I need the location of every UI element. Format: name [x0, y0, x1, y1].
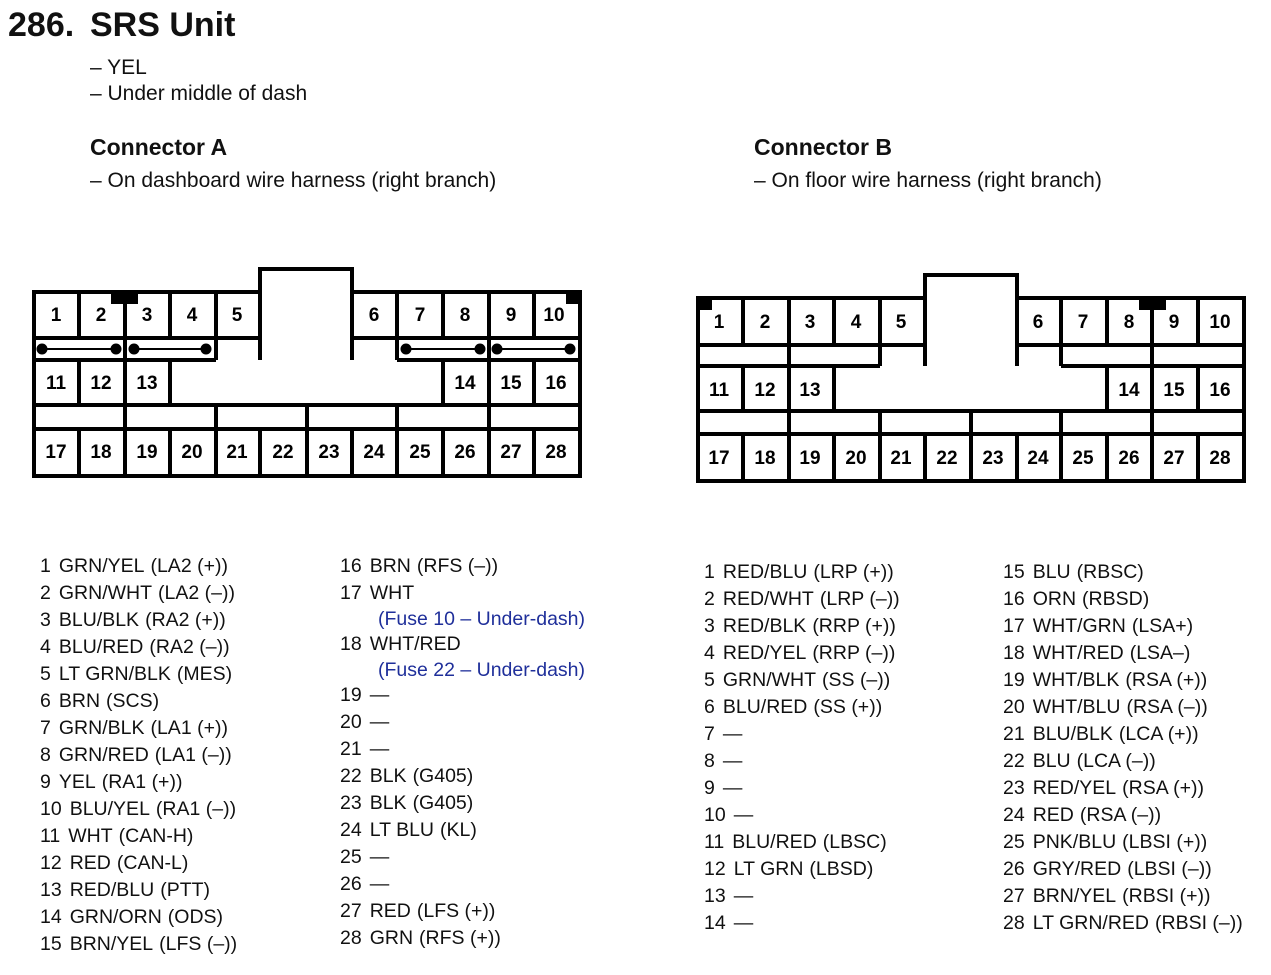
- wire-color: —: [369, 846, 390, 868]
- pin-number: 12: [40, 852, 62, 874]
- wire-color: —: [369, 684, 390, 706]
- pin-entry: [704, 613, 900, 640]
- connector-b-pin: 11: [708, 380, 730, 401]
- pin-number: 14: [40, 906, 62, 928]
- pin-number: 26: [340, 873, 362, 895]
- pin-entry: [40, 580, 237, 607]
- pin-function: (LFS (–)): [159, 933, 238, 955]
- pin-number: 4: [704, 642, 715, 664]
- pin-number: 21: [1003, 723, 1025, 745]
- wire-color: BLK: [369, 765, 407, 787]
- connector-a-pin: 21: [226, 442, 248, 463]
- pin-number: 13: [40, 879, 62, 901]
- pin-function: (RA2 (–)): [149, 636, 230, 658]
- pin-number: 24: [340, 819, 362, 841]
- connector-b-pin: 19: [799, 448, 821, 469]
- pin-number: 19: [1003, 669, 1025, 691]
- wire-color: BLK: [369, 792, 407, 814]
- pin-entry: [1003, 613, 1243, 640]
- pin-number: 23: [1003, 777, 1025, 799]
- pin-number: 22: [340, 765, 362, 787]
- pin-entry: [1003, 640, 1243, 667]
- wire-color: BLU/YEL: [69, 798, 150, 820]
- pin-number: 8: [40, 744, 51, 766]
- connector-a-pin: 23: [318, 442, 340, 463]
- connector-a-title: Connector A: [90, 134, 228, 160]
- pin-entry: [40, 877, 237, 904]
- connector-a-pin: 5: [231, 305, 243, 326]
- pin-entry: [340, 790, 585, 817]
- connector-b-pin: 3: [804, 312, 816, 333]
- pin-function: (LCA (–)): [1076, 750, 1156, 772]
- pin-number: 15: [1003, 561, 1025, 583]
- connector-a-pin: 3: [141, 305, 153, 326]
- pin-entry: [1003, 883, 1243, 910]
- connector-b-pin: 15: [1163, 380, 1185, 401]
- pin-entry: [40, 688, 237, 715]
- pin-number: 14: [704, 912, 726, 934]
- unit-location-note: – Under middle of dash: [90, 82, 308, 105]
- pin-number: 8: [704, 750, 715, 772]
- connector-b-pin: 2: [759, 312, 771, 333]
- pin-entry: [1003, 775, 1243, 802]
- pin-number: 21: [340, 738, 362, 760]
- wire-color: RED/YEL: [1032, 777, 1117, 799]
- connector-b-pin: 4: [850, 312, 862, 333]
- pin-entry: [704, 775, 900, 802]
- pin-entry: [340, 898, 585, 925]
- wire-color: —: [722, 777, 743, 799]
- wire-color: —: [722, 723, 743, 745]
- pin-entry: [1003, 910, 1243, 937]
- wire-color: —: [369, 738, 390, 760]
- pin-number: 18: [340, 633, 362, 655]
- wire-color: RED/BLU: [69, 879, 155, 901]
- wire-color: GRN/ORN: [69, 906, 162, 928]
- wire-color: —: [733, 885, 754, 907]
- wire-color: ORN: [1032, 588, 1077, 610]
- pin-function: (LBSC): [822, 831, 887, 853]
- connector-b-pin: 18: [754, 448, 776, 469]
- pin-number: 12: [704, 858, 726, 880]
- pin-entry: [704, 856, 900, 883]
- connector-a-pin: 27: [500, 442, 522, 463]
- pin-entry: [704, 883, 900, 910]
- wire-color: RED: [369, 900, 411, 922]
- pin-function: (SS (+)): [813, 696, 883, 718]
- wire-color: GRY/RED: [1032, 858, 1122, 880]
- pin-function: (LA2 (+)): [150, 555, 228, 577]
- connector-b-pin: 26: [1118, 448, 1140, 469]
- wire-color: BRN/YEL: [69, 933, 154, 955]
- pin-function: (KL): [440, 819, 477, 841]
- pin-entry: [340, 580, 585, 631]
- pin-number: 5: [40, 663, 51, 685]
- wire-color: LT GRN/BLK: [58, 663, 171, 685]
- wire-color: RED/YEL: [722, 642, 807, 664]
- pin-function: (RBSI (+)): [1122, 885, 1211, 907]
- pin-entry: [40, 715, 237, 742]
- pin-function: (RA1 (–)): [155, 798, 237, 820]
- page-title: SRS Unit: [90, 6, 236, 44]
- pin-function: (RBSI (–)): [1155, 912, 1243, 934]
- connector-a-pin: 16: [545, 373, 567, 394]
- connector-b-pin: 27: [1163, 448, 1185, 469]
- unit-color-note: – YEL: [90, 56, 147, 79]
- pin-entry: [340, 736, 585, 763]
- wire-color: BLU: [1032, 750, 1071, 772]
- pin-function: (LBSD): [809, 858, 874, 880]
- pin-number: 1: [40, 555, 51, 577]
- wire-color: WHT: [369, 582, 415, 604]
- pin-entry: [340, 925, 585, 952]
- pin-entry: [704, 748, 900, 775]
- connector-b-pin: 13: [799, 380, 821, 401]
- connector-b-pin: 17: [708, 448, 730, 469]
- pin-function: (LSA–): [1129, 642, 1191, 664]
- wire-color: BLU: [1032, 561, 1071, 583]
- pin-function: (RA2 (+)): [145, 609, 226, 631]
- pin-entry: [704, 802, 900, 829]
- connector-a-pin: 12: [90, 373, 112, 394]
- pin-entry: [340, 631, 585, 682]
- pin-number: 11: [40, 825, 61, 847]
- pin-function: (RFS (–)): [416, 555, 499, 577]
- pin-number: 27: [340, 900, 362, 922]
- pin-entry: [1003, 586, 1243, 613]
- pin-function: (LA2 (–)): [158, 582, 235, 604]
- pin-function: (RSA (–)): [1126, 696, 1208, 718]
- connector-b-pin: 21: [890, 448, 912, 469]
- wire-color: —: [722, 750, 743, 772]
- pin-entry: [40, 796, 237, 823]
- connector-a-location: – On dashboard wire harness (right branch): [90, 169, 497, 192]
- wire-color: —: [369, 873, 390, 895]
- wire-color: WHT/BLK: [1032, 669, 1120, 691]
- connector-a-pin: 18: [90, 442, 112, 463]
- wire-color: BLU/RED: [58, 636, 144, 658]
- pinlist-b-col2: [1003, 559, 1243, 937]
- connector-b-pin: 8: [1123, 312, 1135, 333]
- pin-entry: [340, 817, 585, 844]
- pin-entry: [40, 769, 237, 796]
- pin-number: 25: [340, 846, 362, 868]
- wire-color: BRN/YEL: [1032, 885, 1117, 907]
- connector-b-pin: 25: [1072, 448, 1094, 469]
- pinlist-a-col2: [340, 553, 585, 952]
- pin-number: 27: [1003, 885, 1025, 907]
- pin-entry: [704, 721, 900, 748]
- pin-number: 4: [40, 636, 51, 658]
- pin-function: (SCS): [106, 690, 160, 712]
- pin-number: 9: [704, 777, 715, 799]
- pin-function: (LCA (+)): [1118, 723, 1199, 745]
- pin-entry: [704, 829, 900, 856]
- pin-number: 18: [1003, 642, 1025, 664]
- connector-a-pin: 14: [454, 373, 476, 394]
- pin-number: 16: [340, 555, 362, 577]
- pin-number: 20: [1003, 696, 1025, 718]
- connector-a-pin: 13: [136, 373, 158, 394]
- wire-color: WHT/BLU: [1032, 696, 1121, 718]
- pin-number: 17: [1003, 615, 1025, 637]
- connector-b-title: Connector B: [754, 134, 892, 160]
- connector-a-pin: 26: [454, 442, 476, 463]
- pin-number: 26: [1003, 858, 1025, 880]
- connector-a-pin: 11: [45, 373, 67, 394]
- pin-function: (RSA (+)): [1125, 669, 1208, 691]
- pin-number: 7: [40, 717, 51, 739]
- page-number: 286.: [8, 6, 75, 44]
- pin-number: 11: [704, 831, 725, 853]
- connector-a-pin: 28: [545, 442, 567, 463]
- wire-color: LT BLU: [369, 819, 435, 841]
- pin-entry: [40, 931, 237, 958]
- pin-function: (CAN-L): [116, 852, 189, 874]
- pin-function: (RBSD): [1082, 588, 1150, 610]
- connector-b-pin: 22: [936, 448, 958, 469]
- pin-function: (LBSI (–)): [1127, 858, 1212, 880]
- wire-color: WHT: [68, 825, 113, 847]
- pin-entry: [40, 742, 237, 769]
- connector-a-pin: 2: [95, 305, 107, 326]
- connector-b-pin: 7: [1077, 312, 1089, 333]
- pin-entry: [40, 553, 237, 580]
- wire-color: GRN/WHT: [58, 582, 153, 604]
- pin-function: (PTT): [160, 879, 211, 901]
- connector-b-pin: 14: [1118, 380, 1140, 401]
- wire-color: BLU/RED: [722, 696, 808, 718]
- wire-color: BLU/BLK: [1032, 723, 1113, 745]
- wire-color: GRN/YEL: [58, 555, 145, 577]
- pin-number: 23: [340, 792, 362, 814]
- pin-function: (RSA (+)): [1122, 777, 1204, 799]
- connector-a-pin: 25: [409, 442, 431, 463]
- connector-a-pin: 19: [136, 442, 158, 463]
- pin-function: (LA1 (–)): [154, 744, 232, 766]
- wire-color: BRN: [369, 555, 411, 577]
- wire-color: RED/BLK: [722, 615, 807, 637]
- pin-entry: [704, 910, 900, 937]
- pin-number: 2: [704, 588, 715, 610]
- wire-color: BRN: [58, 690, 101, 712]
- pin-entry: [1003, 667, 1243, 694]
- pin-number: 1: [704, 561, 715, 583]
- connector-a-pin: 8: [459, 305, 471, 326]
- pin-function: (LRP (–)): [819, 588, 900, 610]
- pin-function: (ODS): [167, 906, 224, 928]
- wire-color: GRN/WHT: [722, 669, 817, 691]
- connector-b-pin: 5: [895, 312, 907, 333]
- pin-entry: [1003, 829, 1243, 856]
- pin-function: (LA1 (+)): [150, 717, 228, 739]
- pin-entry: [340, 682, 585, 709]
- pin-entry: [704, 559, 900, 586]
- wire-color: LT GRN: [733, 858, 804, 880]
- pin-entry: [340, 844, 585, 871]
- wire-color: GRN/BLK: [58, 717, 145, 739]
- connector-b-pin: 20: [845, 448, 867, 469]
- pin-entry: [40, 634, 237, 661]
- pin-function: (RRP (+)): [812, 615, 896, 637]
- pin-function: (RFS (+)): [419, 927, 501, 949]
- pin-number: 20: [340, 711, 362, 733]
- pin-function: (RA1 (+)): [101, 771, 183, 793]
- pin-function: (G405): [412, 792, 474, 814]
- wire-color: GRN: [369, 927, 414, 949]
- pin-number: 6: [704, 696, 715, 718]
- pin-number: 10: [40, 798, 62, 820]
- connector-a-pin: 4: [186, 305, 198, 326]
- pin-entry: [340, 763, 585, 790]
- wire-color: —: [733, 804, 754, 826]
- pin-function: (Fuse 22 – Under-dash): [378, 659, 586, 681]
- pin-entry: [1003, 802, 1243, 829]
- pin-entry: [704, 586, 900, 613]
- wire-color: —: [733, 912, 754, 934]
- connector-b-pin: 23: [982, 448, 1004, 469]
- pin-number: 28: [340, 927, 362, 949]
- connector-b-pin: 9: [1168, 312, 1180, 333]
- pin-entry: [40, 607, 237, 634]
- pin-entry: [340, 553, 585, 580]
- connector-a-pin: 17: [45, 442, 67, 463]
- pin-number: 19: [340, 684, 362, 706]
- pin-number: 6: [40, 690, 51, 712]
- pin-function: (RBSC): [1076, 561, 1144, 583]
- pin-entry: [1003, 559, 1243, 586]
- pin-entry: [704, 640, 900, 667]
- connector-a-pin: 24: [363, 442, 385, 463]
- pin-number: 16: [1003, 588, 1025, 610]
- pin-number: 28: [1003, 912, 1025, 934]
- wire-color: BLU/BLK: [58, 609, 140, 631]
- connector-a-pin: 9: [505, 305, 517, 326]
- pin-number: 5: [704, 669, 715, 691]
- pin-entry: [704, 667, 900, 694]
- pin-number: 13: [704, 885, 726, 907]
- wire-color: WHT/GRN: [1032, 615, 1126, 637]
- pinlist-b-col1: [704, 559, 900, 937]
- wire-color: GRN/RED: [58, 744, 149, 766]
- pin-entry: [1003, 721, 1243, 748]
- connector-b-location: – On floor wire harness (right branch): [754, 169, 1102, 192]
- connector-a-pin: 20: [181, 442, 203, 463]
- pin-function: (CAN-H): [118, 825, 194, 847]
- connector-a-pin: 1: [50, 305, 62, 326]
- wire-color: YEL: [58, 771, 96, 793]
- pin-function: (SS (–)): [822, 669, 891, 691]
- pin-entry: [1003, 748, 1243, 775]
- wire-color: RED/BLU: [722, 561, 808, 583]
- connector-b-pin: 10: [1209, 312, 1231, 333]
- pin-number: 3: [704, 615, 715, 637]
- wire-color: RED: [1032, 804, 1074, 826]
- pin-entry: [40, 823, 237, 850]
- pin-function: (RRP (–)): [812, 642, 896, 664]
- pin-entry: [1003, 856, 1243, 883]
- pin-function: (LSA+): [1131, 615, 1194, 637]
- connector-a-pin: 10: [543, 305, 565, 326]
- wire-color: WHT/RED: [1032, 642, 1124, 664]
- wire-color: LT GRN/RED: [1032, 912, 1149, 934]
- pin-number: 24: [1003, 804, 1025, 826]
- connector-b-pin: 16: [1209, 380, 1231, 401]
- pin-entry: [40, 661, 237, 688]
- connector-b-pin: 28: [1209, 448, 1231, 469]
- pin-number: 22: [1003, 750, 1025, 772]
- connector-a-pin: 22: [272, 442, 294, 463]
- pin-entry: [1003, 694, 1243, 721]
- pin-entry: [40, 904, 237, 931]
- pin-number: 9: [40, 771, 51, 793]
- pin-number: 2: [40, 582, 51, 604]
- pin-number: 10: [704, 804, 726, 826]
- wire-color: WHT/RED: [369, 633, 461, 655]
- pin-function: (LFS (+)): [416, 900, 496, 922]
- wire-color: BLU/RED: [732, 831, 817, 853]
- pin-function: (G405): [412, 765, 474, 787]
- pin-entry: [40, 850, 237, 877]
- pin-number: 17: [340, 582, 362, 604]
- wire-color: —: [369, 711, 390, 733]
- connector-a-pin: 7: [414, 305, 426, 326]
- connector-b-pin: 12: [754, 380, 776, 401]
- pin-number: 7: [704, 723, 715, 745]
- pin-number: 15: [40, 933, 62, 955]
- wire-color: RED: [69, 852, 111, 874]
- connector-b-pin: 1: [713, 312, 725, 333]
- connector-b-pin: 24: [1027, 448, 1049, 469]
- wire-color: RED/WHT: [722, 588, 814, 610]
- pin-entry: [340, 709, 585, 736]
- connector-a-pin: 15: [500, 373, 522, 394]
- pin-entry: [704, 694, 900, 721]
- pin-number: 25: [1003, 831, 1025, 853]
- pin-function: (RSA (–)): [1079, 804, 1162, 826]
- pinlist-a-col1: [40, 553, 237, 958]
- pin-function: (LBSI (+)): [1122, 831, 1208, 853]
- pin-number: 3: [40, 609, 51, 631]
- connector-b-pin: 6: [1032, 312, 1044, 333]
- pin-entry: [340, 871, 585, 898]
- pin-function: (MES): [176, 663, 233, 685]
- pin-function: (Fuse 10 – Under-dash): [378, 608, 586, 630]
- wire-color: PNK/BLU: [1032, 831, 1117, 853]
- pin-function: (LRP (+)): [813, 561, 894, 583]
- connector-a-pin: 6: [368, 305, 380, 326]
